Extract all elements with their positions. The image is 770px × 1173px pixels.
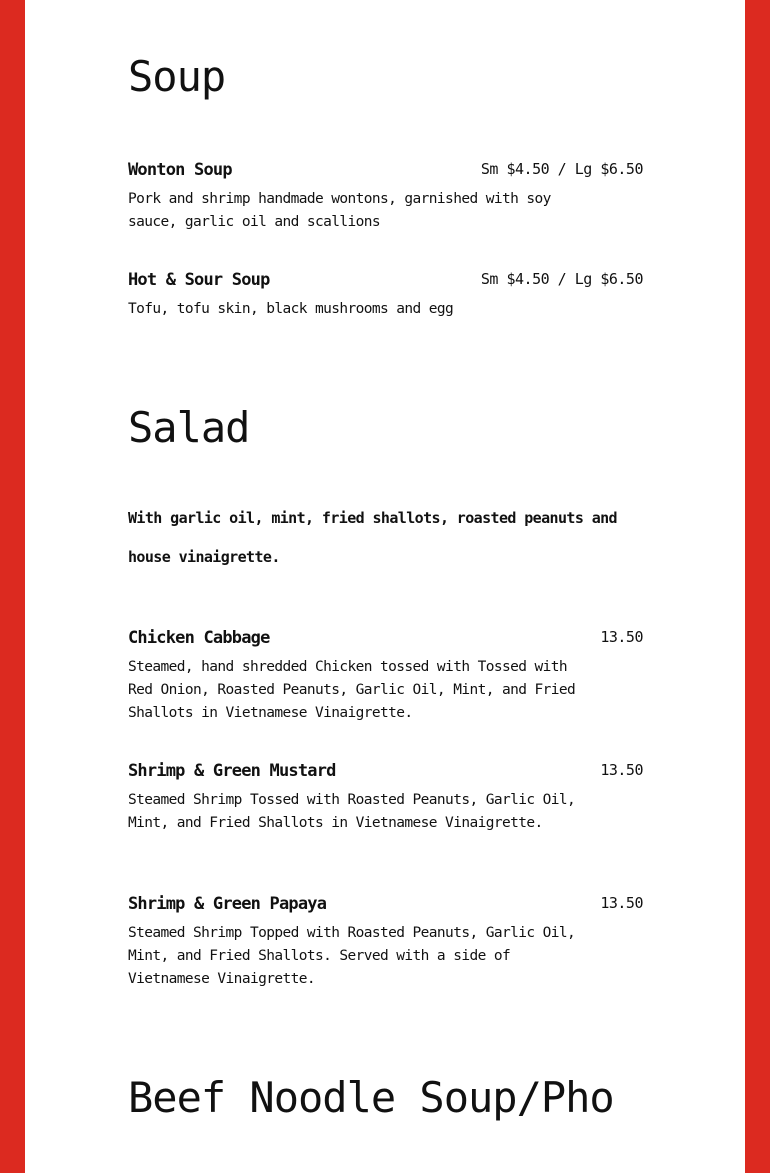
menu-item: [128, 628, 643, 725]
section-title-pho: Beef Noodle Soup/Pho: [128, 1073, 614, 1122]
item-name: Chicken Cabbage: [128, 628, 270, 648]
menu-item: [128, 894, 643, 991]
item-description: Tofu, tofu skin, black mushrooms and egg: [128, 301, 454, 317]
item-price: 13.50: [600, 628, 643, 646]
section-title-soup: Soup: [128, 52, 226, 101]
item-price: 13.50: [600, 894, 643, 912]
menu-item: [128, 160, 643, 234]
item-price: 13.50: [600, 761, 643, 779]
item-price: Sm $4.50 / Lg $6.50: [480, 270, 643, 288]
menu-item: [128, 761, 643, 835]
item-description: Steamed, hand shredded Chicken tossed with Tossed with Red Onion, Roasted Peanuts, Garlic Oil, Mint, and Fried Shallots in Vietnamese Vinaigrette.: [128, 659, 576, 721]
left-red-border: [0, 0, 25, 1173]
item-description: Steamed Shrimp Tossed with Roasted Peanuts, Garlic Oil, Mint, and Fried Shallots in Vietnamese Vinaigrette.: [128, 792, 576, 831]
item-description: Pork and shrimp handmade wontons, garnished with soy sauce, garlic oil and scallions: [128, 191, 551, 230]
right-red-border: [745, 0, 770, 1173]
item-name: Shrimp & Green Mustard: [128, 761, 336, 781]
salad-intro: With garlic oil, mint, fried shallots, roasted peanuts and house vinaigrette.: [128, 509, 617, 566]
section-title-salad: Salad: [128, 403, 250, 452]
item-name: Wonton Soup: [128, 160, 232, 180]
item-price: Sm $4.50 / Lg $6.50: [480, 160, 643, 178]
item-name: Shrimp & Green Papaya: [128, 894, 327, 914]
item-name: Hot & Sour Soup: [128, 270, 270, 290]
item-description: Steamed Shrimp Topped with Roasted Peanuts, Garlic Oil, Mint, and Fried Shallots. Served with a side of Vietnamese Vinaigrette.: [128, 925, 576, 987]
menu-item: [128, 270, 643, 321]
